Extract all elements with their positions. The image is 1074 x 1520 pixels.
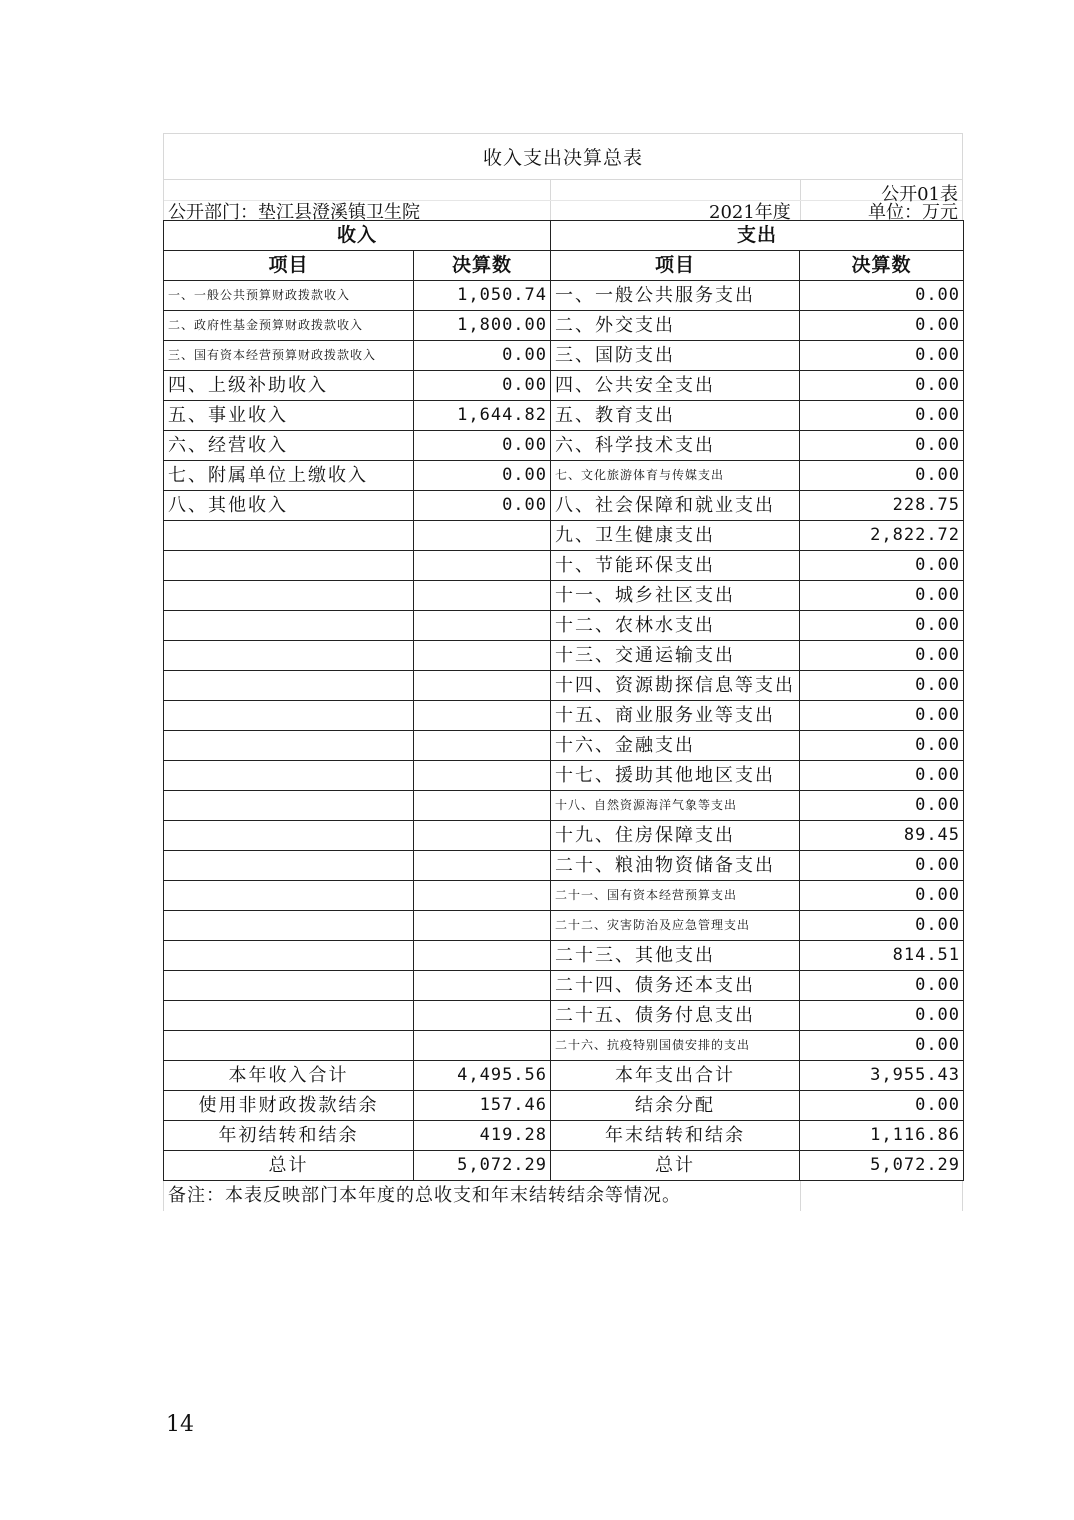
expense-item: 十八、自然资源海洋气象等支出 — [551, 791, 800, 821]
income-amount — [414, 581, 551, 611]
income-total-label: 使用非财政拨款结余 — [164, 1091, 414, 1121]
expense-amount: 0.00 — [800, 671, 964, 701]
income-item: 二、政府性基金预算财政拨款收入 — [164, 311, 414, 341]
expense-item: 六、科学技术支出 — [551, 431, 800, 461]
income-item: 七、附属单位上缴收入 — [164, 461, 414, 491]
table-row — [164, 791, 964, 821]
income-amount: 1,644.82 — [414, 401, 551, 431]
expense-amount: 0.00 — [800, 551, 964, 581]
expense-item: 四、公共安全支出 — [551, 371, 800, 401]
income-amount: 1,800.00 — [414, 311, 551, 341]
table-row — [164, 461, 964, 491]
table-row — [164, 371, 964, 401]
expense-amount: 0.00 — [800, 911, 964, 941]
table-row — [164, 911, 964, 941]
income-item — [164, 1031, 414, 1061]
table-note — [163, 1181, 963, 1211]
unit-label: 单位：万元 — [868, 202, 958, 223]
income-amount-header: 决算数 — [414, 251, 551, 281]
table-row — [164, 731, 964, 761]
income-amount — [414, 671, 551, 701]
expense-amount: 2,822.72 — [800, 521, 964, 551]
expense-item: 九、卫生健康支出 — [551, 521, 800, 551]
income-item: 六、经营收入 — [164, 431, 414, 461]
table-row — [164, 431, 964, 461]
income-item — [164, 791, 414, 821]
report-title: 收入支出决算总表 — [163, 133, 963, 179]
expense-amount: 0.00 — [800, 461, 964, 491]
income-item: 八、其他收入 — [164, 491, 414, 521]
expense-item: 三、国防支出 — [551, 341, 800, 371]
income-amount: 0.00 — [414, 491, 551, 521]
income-amount — [414, 881, 551, 911]
header-row-sections — [164, 221, 964, 251]
expense-amount: 89.45 — [800, 821, 964, 851]
expense-amount: 0.00 — [800, 611, 964, 641]
income-amount — [414, 791, 551, 821]
income-amount — [414, 731, 551, 761]
income-amount: 0.00 — [414, 461, 551, 491]
expense-amount: 0.00 — [800, 791, 964, 821]
expense-amount: 0.00 — [800, 581, 964, 611]
expense-item: 五、教育支出 — [551, 401, 800, 431]
expense-amount: 814.51 — [800, 941, 964, 971]
income-amount — [414, 851, 551, 881]
income-item — [164, 941, 414, 971]
table-row — [164, 341, 964, 371]
report-meta — [163, 179, 963, 223]
income-total-label: 本年收入合计 — [164, 1061, 414, 1091]
table-row — [164, 1001, 964, 1031]
table-row — [164, 851, 964, 881]
income-amount: 0.00 — [414, 371, 551, 401]
table-row — [164, 281, 964, 311]
expense-amount: 0.00 — [800, 731, 964, 761]
table-row — [164, 611, 964, 641]
income-total-label: 年初结转和结余 — [164, 1121, 414, 1151]
expense-amount: 0.00 — [800, 311, 964, 341]
table-row — [164, 551, 964, 581]
income-item — [164, 911, 414, 941]
income-item: 四、上级补助收入 — [164, 371, 414, 401]
header-row-columns — [164, 251, 964, 281]
expense-total-label: 总计 — [551, 1151, 800, 1181]
table-row — [164, 401, 964, 431]
expense-item: 二、外交支出 — [551, 311, 800, 341]
expense-total-label: 本年支出合计 — [551, 1061, 800, 1091]
expense-item: 十二、农林水支出 — [551, 611, 800, 641]
table-row — [164, 761, 964, 791]
expense-item: 二十四、债务还本支出 — [551, 971, 800, 1001]
expense-item: 七、文化旅游体育与传媒支出 — [551, 461, 800, 491]
income-expense-table — [163, 220, 964, 1181]
income-item — [164, 551, 414, 581]
income-amount: 1,050.74 — [414, 281, 551, 311]
expense-amount: 0.00 — [800, 431, 964, 461]
expense-item-header: 项目 — [551, 251, 800, 281]
expense-total-amount: 1,116.86 — [800, 1121, 964, 1151]
income-amount — [414, 761, 551, 791]
income-item — [164, 761, 414, 791]
page-number: 14 — [166, 1412, 194, 1437]
expense-item: 二十一、国有资本经营预算支出 — [551, 881, 800, 911]
income-amount: 0.00 — [414, 341, 551, 371]
expense-amount: 0.00 — [800, 371, 964, 401]
table-row — [164, 581, 964, 611]
expense-item: 十七、援助其他地区支出 — [551, 761, 800, 791]
expense-item: 十六、金融支出 — [551, 731, 800, 761]
table-row — [164, 521, 964, 551]
table-row — [164, 311, 964, 341]
income-item — [164, 671, 414, 701]
total-row — [164, 1061, 964, 1091]
expense-item: 十一、城乡社区支出 — [551, 581, 800, 611]
expense-amount: 0.00 — [800, 761, 964, 791]
total-row — [164, 1091, 964, 1121]
expense-item: 二十五、债务付息支出 — [551, 1001, 800, 1031]
form-number: 公开01表 — [881, 184, 958, 205]
income-amount — [414, 971, 551, 1001]
income-amount — [414, 641, 551, 671]
total-row — [164, 1121, 964, 1151]
income-item — [164, 581, 414, 611]
income-item — [164, 851, 414, 881]
expense-amount-header: 决算数 — [800, 251, 964, 281]
expense-amount: 0.00 — [800, 281, 964, 311]
income-item: 三、国有资本经营预算财政拨款收入 — [164, 341, 414, 371]
table-row — [164, 641, 964, 671]
expense-total-amount: 3,955.43 — [800, 1061, 964, 1091]
expense-item: 十五、商业服务业等支出 — [551, 701, 800, 731]
expense-amount: 0.00 — [800, 1031, 964, 1061]
expense-amount: 0.00 — [800, 971, 964, 1001]
expense-amount: 0.00 — [800, 401, 964, 431]
expense-item: 十、节能环保支出 — [551, 551, 800, 581]
expense-item: 八、社会保障和就业支出 — [551, 491, 800, 521]
expense-item: 十三、交通运输支出 — [551, 641, 800, 671]
report-sheet — [163, 133, 963, 1211]
expense-amount: 0.00 — [800, 851, 964, 881]
expense-amount: 0.00 — [800, 1001, 964, 1031]
expense-amount: 0.00 — [800, 701, 964, 731]
table-row — [164, 1031, 964, 1061]
income-total-amount: 5,072.29 — [414, 1151, 551, 1181]
income-item — [164, 971, 414, 1001]
table-row — [164, 881, 964, 911]
income-amount — [414, 701, 551, 731]
expense-total-amount: 0.00 — [800, 1091, 964, 1121]
income-amount — [414, 911, 551, 941]
income-amount: 0.00 — [414, 431, 551, 461]
expense-amount: 0.00 — [800, 641, 964, 671]
income-item: 一、一般公共预算财政拨款收入 — [164, 281, 414, 311]
expense-item: 十四、资源勘探信息等支出 — [551, 671, 800, 701]
expense-total-amount: 5,072.29 — [800, 1151, 964, 1181]
expense-section-header: 支出 — [551, 221, 964, 251]
table-row — [164, 821, 964, 851]
expense-amount: 0.00 — [800, 881, 964, 911]
department-label: 公开部门：垫江县澄溪镇卫生院 — [168, 202, 420, 223]
table-row — [164, 701, 964, 731]
income-amount — [414, 1001, 551, 1031]
income-item-header: 项目 — [164, 251, 414, 281]
table-row — [164, 971, 964, 1001]
income-item — [164, 521, 414, 551]
income-item — [164, 641, 414, 671]
expense-item: 二十六、抗疫特别国债安排的支出 — [551, 1031, 800, 1061]
income-total-amount: 419.28 — [414, 1121, 551, 1151]
expense-total-label: 年末结转和结余 — [551, 1121, 800, 1151]
income-amount — [414, 611, 551, 641]
expense-item: 一、一般公共服务支出 — [551, 281, 800, 311]
total-row — [164, 1151, 964, 1181]
table-row — [164, 941, 964, 971]
income-total-amount: 157.46 — [414, 1091, 551, 1121]
table-row — [164, 671, 964, 701]
income-item: 五、事业收入 — [164, 401, 414, 431]
note-divider — [800, 1181, 801, 1211]
expense-item: 二十、粮油物资储备支出 — [551, 851, 800, 881]
income-amount — [414, 521, 551, 551]
expense-item: 二十三、其他支出 — [551, 941, 800, 971]
income-item — [164, 821, 414, 851]
expense-amount: 228.75 — [800, 491, 964, 521]
income-item — [164, 1001, 414, 1031]
income-amount — [414, 551, 551, 581]
expense-item: 二十二、灾害防治及应急管理支出 — [551, 911, 800, 941]
income-amount — [414, 821, 551, 851]
note-text: 备注：本表反映部门本年度的总收支和年末结转结余等情况。 — [168, 1185, 681, 1206]
income-item — [164, 881, 414, 911]
year-label: 2021年度 — [709, 202, 791, 223]
expense-item: 十九、住房保障支出 — [551, 821, 800, 851]
income-item — [164, 701, 414, 731]
income-total-label: 总计 — [164, 1151, 414, 1181]
income-item — [164, 611, 414, 641]
expense-amount: 0.00 — [800, 341, 964, 371]
income-amount — [414, 1031, 551, 1061]
income-item — [164, 731, 414, 761]
income-total-amount: 4,495.56 — [414, 1061, 551, 1091]
table-row — [164, 491, 964, 521]
income-section-header: 收入 — [164, 221, 551, 251]
expense-total-label: 结余分配 — [551, 1091, 800, 1121]
income-amount — [414, 941, 551, 971]
